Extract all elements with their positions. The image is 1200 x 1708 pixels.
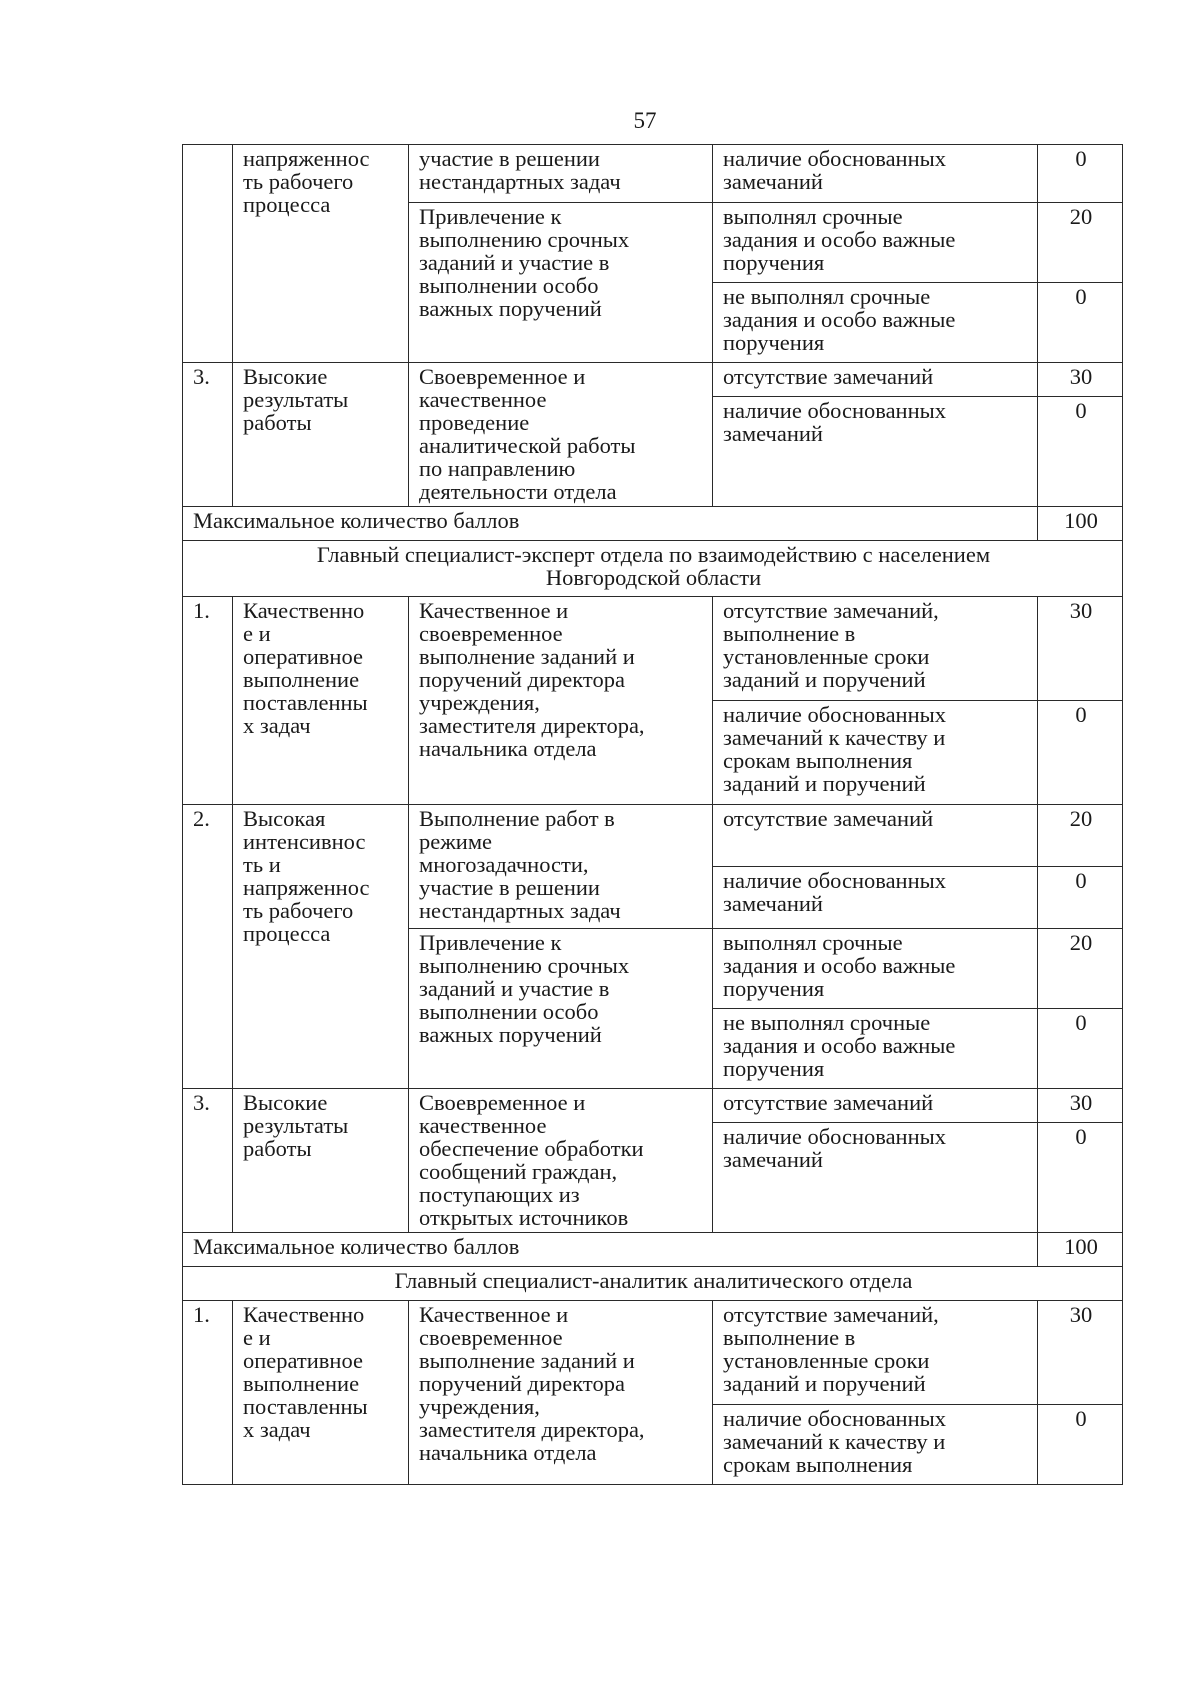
score-cell: 30 <box>1038 1089 1123 1123</box>
score-cell: 0 <box>1038 867 1123 929</box>
row-number: 1. <box>183 597 233 805</box>
page-number: 57 <box>633 108 657 133</box>
condition-cell: наличие обоснованных замечаний к качеству и срокам выполнения заданий и поручений <box>713 701 1038 805</box>
table-row <box>183 805 1123 867</box>
condition-cell: выполнял срочные задания и особо важные поручения <box>713 929 1038 1009</box>
criterion-cell: Высокие результаты работы <box>233 363 409 507</box>
indicator-cell: Привлечение к выполнению срочных заданий и участие в выполнении особо важных поручений <box>409 929 713 1089</box>
score-cell: 30 <box>1038 597 1123 701</box>
table-row <box>183 1301 1123 1405</box>
score-cell: 0 <box>1038 1405 1123 1485</box>
row-number: 2. <box>183 805 233 1089</box>
row-number: 3. <box>183 363 233 507</box>
indicator-cell: Своевременное и качественное проведение аналитической работы по направлению деятельности отдела <box>409 363 713 507</box>
max-score-label: Максимальное количество баллов <box>183 1233 1038 1267</box>
score-table <box>182 144 1123 1485</box>
score-cell: 20 <box>1038 929 1123 1009</box>
score-cell: 0 <box>1038 397 1123 507</box>
criterion-cell: Высокие результаты работы <box>233 1089 409 1233</box>
condition-cell: отсутствие замечаний, выполнение в установленные сроки заданий и поручений <box>713 597 1038 701</box>
score-cell: 20 <box>1038 203 1123 283</box>
indicator-cell: Своевременное и качественное обеспечение обработки сообщений граждан, поступающих из открытых источников <box>409 1089 713 1233</box>
criterion-cell: Качественно е и оперативное выполнение поставленны х задач <box>233 597 409 805</box>
criterion-cell: Высокая интенсивнос ть и напряженнос ть рабочего процесса <box>233 805 409 1089</box>
score-cell: 0 <box>1038 1123 1123 1233</box>
section-title: Главный специалист-аналитик аналитического отдела <box>183 1267 1123 1301</box>
table-row <box>183 145 1123 203</box>
condition-cell: наличие обоснованных замечаний <box>713 1123 1038 1233</box>
score-cell: 0 <box>1038 1009 1123 1089</box>
table-row <box>183 1089 1123 1123</box>
criterion-cell: Качественно е и оперативное выполнение поставленны х задач <box>233 1301 409 1485</box>
score-cell: 30 <box>1038 363 1123 397</box>
condition-cell: наличие обоснованных замечаний <box>713 145 1038 203</box>
section-title-row <box>183 1267 1123 1301</box>
condition-cell: наличие обоснованных замечаний <box>713 397 1038 507</box>
score-cell: 0 <box>1038 701 1123 805</box>
condition-cell: не выполнял срочные задания и особо важные поручения <box>713 1009 1038 1089</box>
indicator-cell: Качественное и своевременное выполнение заданий и поручений директора учреждения, заместителя директора, начальника отдела <box>409 597 713 805</box>
max-score-value: 100 <box>1038 507 1123 541</box>
score-cell: 0 <box>1038 145 1123 203</box>
max-score-row <box>183 1233 1123 1267</box>
condition-cell: отсутствие замечаний <box>713 363 1038 397</box>
score-cell: 30 <box>1038 1301 1123 1405</box>
max-score-value: 100 <box>1038 1233 1123 1267</box>
indicator-cell: участие в решении нестандартных задач <box>409 145 713 203</box>
criterion-cell: напряженнос ть рабочего процесса <box>233 145 409 363</box>
indicator-cell: Выполнение работ в режиме многозадачности, участие в решении нестандартных задач <box>409 805 713 929</box>
condition-cell: отсутствие замечаний <box>713 805 1038 867</box>
row-number: 1. <box>183 1301 233 1485</box>
table-row <box>183 597 1123 701</box>
condition-cell: выполнял срочные задания и особо важные поручения <box>713 203 1038 283</box>
score-cell: 0 <box>1038 283 1123 363</box>
max-score-label: Максимальное количество баллов <box>183 507 1038 541</box>
section-title-row <box>183 541 1123 597</box>
condition-cell: не выполнял срочные задания и особо важные поручения <box>713 283 1038 363</box>
condition-cell: отсутствие замечаний <box>713 1089 1038 1123</box>
condition-cell: наличие обоснованных замечаний <box>713 867 1038 929</box>
section-title: Главный специалист-эксперт отдела по взаимодействию с населением Новгородской области <box>183 541 1123 597</box>
condition-cell: наличие обоснованных замечаний к качеству и срокам выполнения <box>713 1405 1038 1485</box>
condition-cell: отсутствие замечаний, выполнение в установленные сроки заданий и поручений <box>713 1301 1038 1405</box>
indicator-cell: Качественное и своевременное выполнение заданий и поручений директора учреждения, заместителя директора, начальника отдела <box>409 1301 713 1485</box>
row-number: 3. <box>183 1089 233 1233</box>
max-score-row <box>183 507 1123 541</box>
score-cell: 20 <box>1038 805 1123 867</box>
table-row <box>183 363 1123 397</box>
indicator-cell: Привлечение к выполнению срочных заданий и участие в выполнении особо важных поручений <box>409 203 713 363</box>
row-number <box>183 145 233 363</box>
